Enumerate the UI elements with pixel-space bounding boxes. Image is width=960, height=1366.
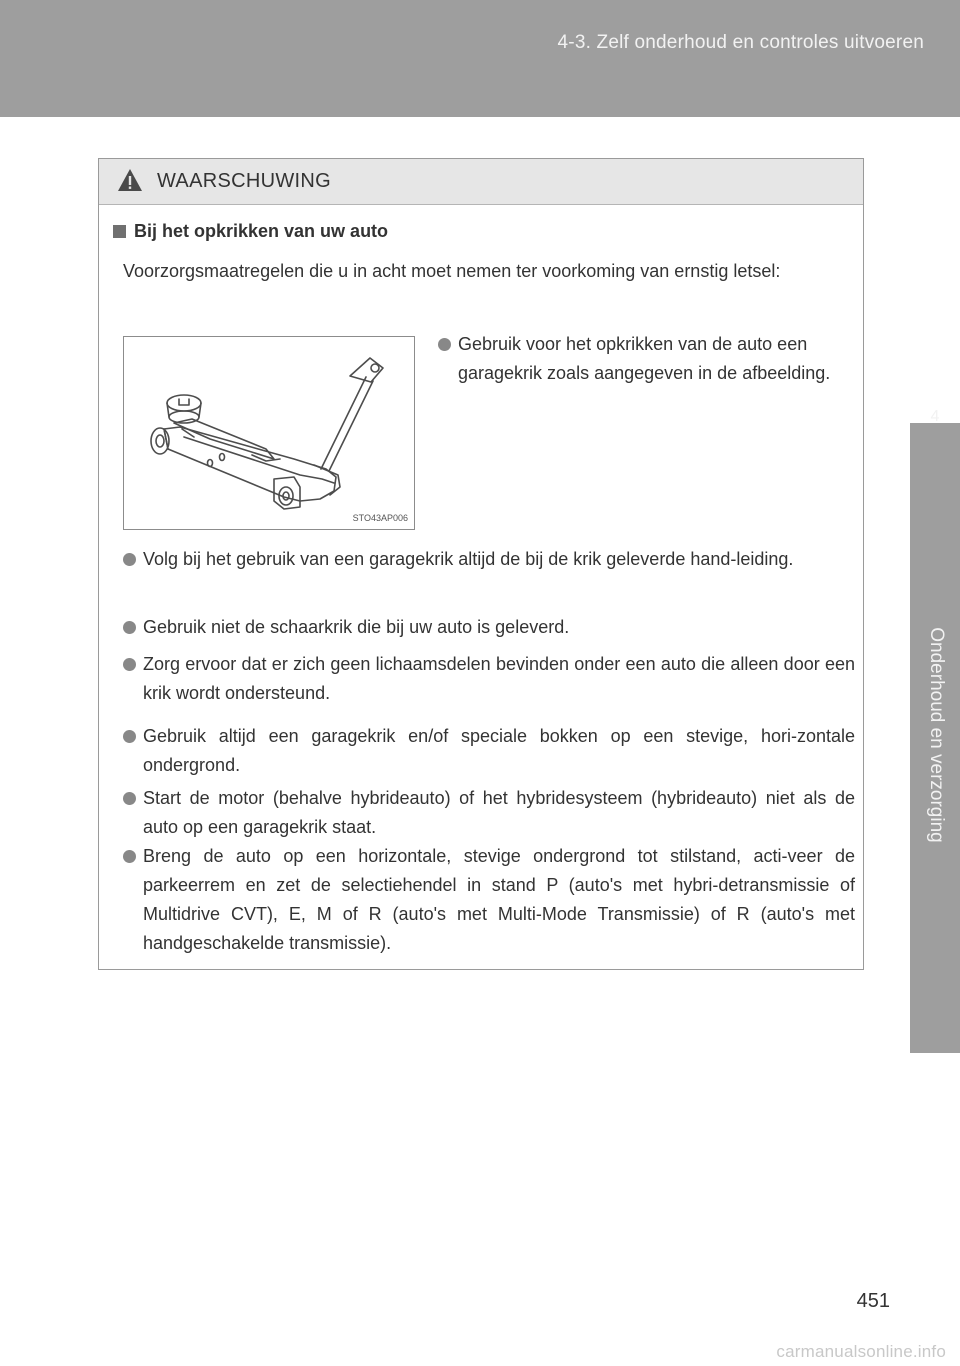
- header-band: [0, 0, 960, 117]
- square-bullet-icon: [113, 225, 126, 238]
- watermark: carmanualsonline.info: [776, 1342, 946, 1361]
- page-number: 451: [856, 1290, 890, 1312]
- warning-box: [98, 158, 864, 970]
- bullet-dot-icon: [438, 338, 451, 351]
- list-item: Zorg ervoor dat er zich geen lichaamsdelen bevinden onder een auto die alleen door een krik wordt ondersteund.: [123, 650, 855, 708]
- section-heading-text: Bij het opkrikken van uw auto: [134, 221, 389, 241]
- warning-header: [99, 159, 863, 205]
- warning-title: WAARSCHUWING: [157, 170, 331, 192]
- bullet-dot-icon: [123, 553, 136, 566]
- bullet-dot-icon: [123, 850, 136, 863]
- bullet-dot-icon: [123, 730, 136, 743]
- garage-jack-illustration: [123, 336, 415, 530]
- section-title: 4-3. Zelf onderhoud en controles uitvoeren: [557, 32, 924, 53]
- list-item: Start de motor (behalve hybrideauto) of het hybridesysteem (hybrideauto) niet als de auto op een garagekrik staat.: [123, 784, 855, 842]
- list-item: Breng de auto op een horizontale, stevige ondergrond tot stilstand, acti-veer de parkeerrem en zet de selectiehendel in stand P (auto's met hybri-detransmissie of Multidrive CVT), E, M of R (auto's met Multi-Mode Transmissie) of R (auto's met handgeschakelde transmissie).: [123, 842, 855, 958]
- figure-code: STO43AP006: [352, 513, 408, 523]
- section-heading: [113, 221, 388, 242]
- warning-triangle-icon: [117, 168, 143, 192]
- chapter-number: 4: [930, 408, 940, 425]
- bullet-dot-icon: [123, 621, 136, 634]
- bullet-dot-icon: [123, 658, 136, 671]
- intro-text: Voorzorgsmaatregelen die u in acht moet nemen ter voorkoming van ernstig letsel:: [123, 261, 781, 281]
- list-item: Gebruik altijd een garagekrik en/of speciale bokken op een stevige, hori-zontale ondergrond.: [123, 722, 855, 780]
- bullet-dot-icon: [123, 792, 136, 805]
- list-item: Gebruik niet de schaarkrik die bij uw auto is geleverd.: [123, 613, 855, 642]
- chapter-label: Onderhoud en verzorging: [926, 627, 947, 843]
- list-item: Gebruik voor het opkrikken van de auto een garagekrik zoals aangegeven in de afbeelding.: [438, 330, 848, 388]
- garage-jack-icon: [124, 337, 414, 529]
- list-item: Volg bij het gebruik van een garagekrik altijd de bij de krik geleverde hand-leiding.: [123, 545, 855, 574]
